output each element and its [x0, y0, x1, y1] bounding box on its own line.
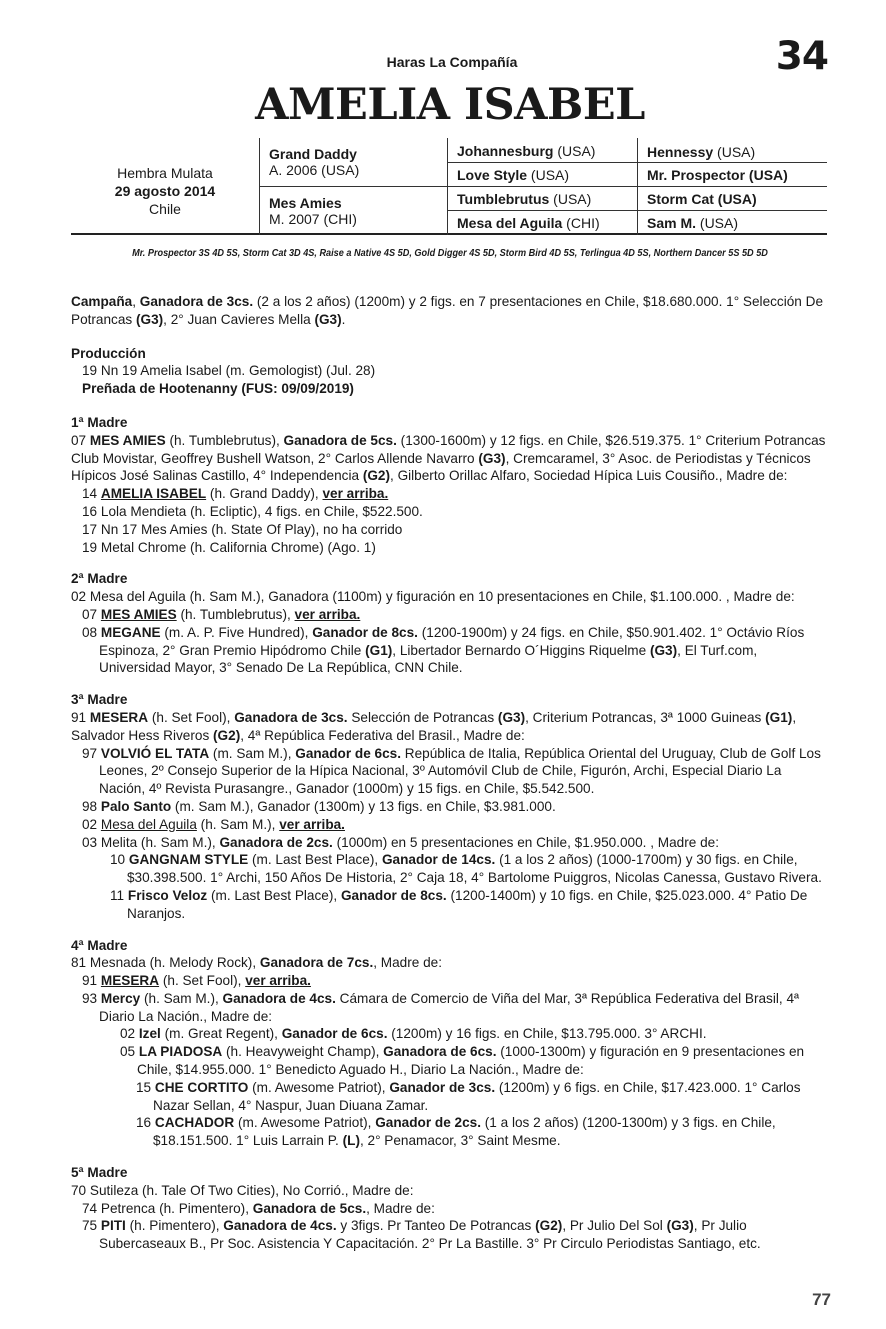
dam5-intro: 70 Sutileza (h. Tale Of Two Cities), No Corrió., Madre de:	[71, 1182, 414, 1198]
farm-name: Haras La Compañía	[386, 54, 518, 70]
foal-entry: 16 Lola Mendieta (h. Ecliptic), 4 figs. en Chile, $522.500.	[82, 503, 423, 519]
dam5-section	[71, 1164, 831, 1253]
campaign: Campaña, Ganadora de 3cs. (2 a los 2 años) (1200m) y 2 figs. en 7 presentaciones en Chile, $18.680.000. 1° Selección De Potrancas (G3), 2° Juan Cavieres Mella (G3).	[71, 294, 824, 327]
gen2-1: Love Style (USA)	[457, 167, 570, 183]
foal-entry: 17 Nn 17 Mes Amies (h. State Of Play), no ha corrido	[82, 521, 403, 537]
foal-entry: 97 VOLVIÓ EL TATA (m. Sam M.), Ganador de 6cs. República de Italia, República Oriental del Uruguay, Club de Golf Los Leones, 2º Consejo Superior de la Hípica Nacional, 3º Automóvil Club de Chile, Figurón, Archi, Especial Diario La Nación, 4º Revista Purasangre., Ganador (1000m) y 15 figs. en Chile, $5.542.500.	[82, 745, 821, 797]
foal-entry: 11 Frisco Veloz (m. Last Best Place), Ganador de 8cs. (1200-1400m) y 10 figs. en Chile, $25.023.000. 4° Patio De Naranjos.	[110, 887, 808, 921]
horse-name: AMELIA ISABEL	[255, 80, 645, 130]
horse-info	[71, 164, 259, 218]
gen2-0: Johannesburg (USA)	[457, 143, 596, 159]
foal-entry: 91 MESERA (h. Set Fool), ver arriba.	[82, 973, 311, 989]
dam4-section	[71, 937, 831, 1151]
foal-entry: 16 CACHADOR (m. Awesome Patriot), Ganador de 2cs. (1 a los 2 años) (1200-1300m) y 3 figs. en Chile, $18.151.500. 1° Luis Larrain P. (L), 2° Penamacor, 3° Saint Mesme.	[136, 1115, 776, 1149]
pedigree-table	[71, 138, 827, 235]
dam2-section	[71, 570, 831, 677]
foal-entry: 15 CHE CORTITO (m. Awesome Patriot), Ganador de 3cs. (1200m) y 6 figs. en Chile, $17.423.000. 1° Carlos Nazar Sellan, 4° Naspur, Juan Diuana Zamar.	[136, 1079, 801, 1113]
dam4-heading: 4ª Madre	[71, 937, 128, 953]
foal-entry: 98 Palo Santo (m. Sam M.), Ganador (1300m) y 13 figs. en Chile, $3.981.000.	[82, 798, 556, 814]
dam1-intro: 07 MES AMIES (h. Tumblebrutus), Ganadora de 5cs. (1300-1600m) y 12 figs. en Chile, $26.519.375. 1° Criterium Potrancas Club Movistar, Geoffrey Bushell Watson, 2° Carlos Allende Navarro (G3), Cremcaramel, 3° Asoc. de Periodistas y Técnicos Hípicos José Salinas Castillo, 4° Independencia (G2), Gilberto Orillac Alfaro, Sociedad Hípica Luis Cousiño., Madre de:	[71, 432, 826, 484]
page-number: 77	[812, 1290, 831, 1309]
inbreeding-line: Mr. Prospector 3S 4D 5S, Storm Cat 3D 4S, Raise a Native 4S 5D, Gold Digger 4S 5D, Storm Bird 4D 5S, Terlingua 4D 5S, Northern Dancer 5S 5D 5D	[132, 247, 768, 259]
dam3-heading: 3ª Madre	[71, 692, 128, 708]
production-line: 19 Nn 19 Amelia Isabel (m. Gemologist) (Jul. 28)	[82, 363, 376, 379]
gen3-3: Sam M. (USA)	[647, 215, 739, 231]
sire-name: Grand Daddy	[269, 146, 357, 162]
dam-name: Mes Amies	[269, 195, 342, 211]
foal-entry: 14 AMELIA ISABEL (h. Grand Daddy), ver arriba.	[82, 486, 389, 502]
dam1-section	[71, 414, 831, 556]
foal-entry: 07 MES AMIES (h. Tumblebrutus), ver arriba.	[82, 606, 361, 622]
gen2-2: Tumblebrutus (USA)	[457, 191, 592, 207]
sire-cell	[269, 146, 359, 178]
dam5-heading: 5ª Madre	[71, 1165, 128, 1181]
gen3-0: Hennessy (USA)	[647, 144, 756, 160]
foal-entry: 10 GANGNAM STYLE (m. Last Best Place), Ganador de 14cs. (1 a los 2 años) (1000-1700m) y 30 figs. en Chile, $30.398.500. 1° Archi, 150 Años De Historia, 2° Caja 18, 4° Bartolome Puiggros, Nicolas Canessa, Gustavo Rivera.	[110, 852, 822, 886]
foal-entry: 93 Mercy (h. Sam M.), Ganadora de 4cs. Cámara de Comercio de Viña del Mar, 3ª República Federativa del Brasil, 4ª Diario La Nación., Madre de:	[82, 990, 800, 1024]
foal-entry: 03 Melita (h. Sam M.), Ganadora de 2cs. (1000m) en 5 presentaciones en Chile, $1.950.000. , Madre de:	[82, 834, 719, 850]
dam-cell	[269, 195, 357, 227]
dam2-intro: 02 Mesa del Aguila (h. Sam M.), Ganadora (1100m) y figuración en 10 presentaciones en Chile, $1.100.000. , Madre de:	[71, 589, 795, 605]
dam2-heading: 2ª Madre	[71, 571, 128, 587]
dam3-intro: 91 MESERA (h. Set Fool), Ganadora de 3cs. Selección de Potrancas (G3), Criterium Potrancas, 3ª 1000 Guineas (G1), Salvador Hess Riveros (G2), 4ª República Federativa del Brasil., Madre de:	[71, 709, 797, 743]
production-section	[71, 345, 831, 398]
dam4-intro: 81 Mesnada (h. Melody Rock), Ganadora de 7cs., Madre de:	[71, 955, 442, 971]
foal-entry: 19 Metal Chrome (h. California Chrome) (Ago. 1)	[82, 539, 376, 555]
production-heading: Producción	[71, 345, 146, 361]
foal-entry: 02 Mesa del Aguila (h. Sam M.), ver arriba.	[82, 816, 345, 832]
catalog-body	[71, 293, 831, 1253]
foal-entry: 74 Petrenca (h. Pimentero), Ganadora de 5cs., Madre de:	[82, 1200, 435, 1216]
gen3-2: Storm Cat (USA)	[647, 191, 757, 207]
foal-entry: 75 PITI (h. Pimentero), Ganadora de 4cs. y 3figs. Pr Tanteo De Potrancas (G2), Pr Julio Del Sol (G3), Pr Julio Subercaseaux B., Pr Soc. Asistencia Y Capacitación. 2° Pr La Bastille. 3° Pr Circulo Periodistas Santiago, etc.	[82, 1218, 761, 1252]
birth-date: 29 agosto 2014	[114, 183, 216, 199]
dam3-section	[71, 691, 831, 922]
dam-detail: M. 2007 (CHI)	[269, 211, 357, 227]
production-line: Preñada de Hootenanny (FUS: 09/09/2019)	[82, 381, 354, 397]
foal-entry: 08 MEGANE (m. A. P. Five Hundred), Ganador de 8cs. (1200-1900m) y 24 figs. en Chile, $50.901.402. 1° Octávio Ríos Espinoza, 2° Gran Premio Hipódromo Chile (G1), Libertador Bernardo O´Higgins Riquelme (G3), El Turf.com, Universidad Mayor, 3° Senado De La República, CNN Chile.	[82, 624, 805, 676]
foal-entry: 02 Izel (m. Great Regent), Ganador de 6cs. (1200m) y 16 figs. en Chile, $13.795.000. 3° ARCHI.	[120, 1026, 707, 1042]
sex-color: Hembra Mulata	[117, 165, 213, 181]
gen3-1: Mr. Prospector (USA)	[647, 167, 788, 183]
sire-detail: A. 2006 (USA)	[269, 162, 360, 178]
dam1-heading: 1ª Madre	[71, 414, 128, 430]
country: Chile	[149, 201, 181, 217]
foal-entry: 05 LA PIADOSA (h. Heavyweight Champ), Ganadora de 6cs. (1000-1300m) y figuración en 9 presentaciones en Chile, $14.955.000. 1° Benedicto Aguado H., Diario La Nación., Madre de:	[120, 1044, 805, 1078]
lot-number: 34	[775, 34, 828, 79]
gen2-3: Mesa del Aguila (CHI)	[457, 215, 600, 231]
